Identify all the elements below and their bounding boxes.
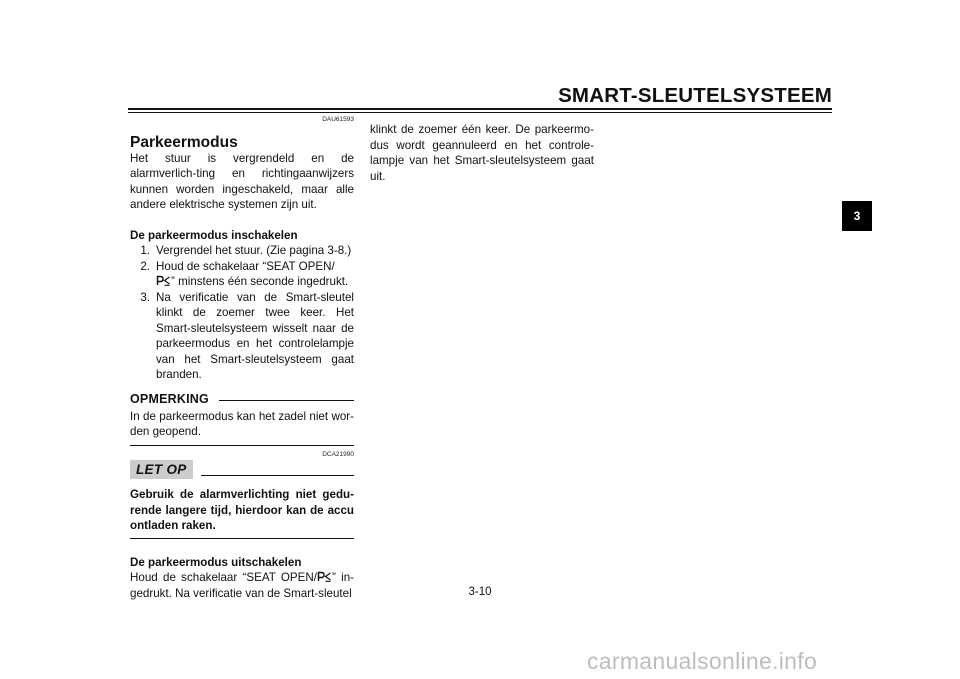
disable-text-part: Houd de schakelaar “SEAT OPEN/ bbox=[130, 571, 317, 584]
enable-steps bbox=[130, 243, 354, 383]
step-text-part: ” minstens één seconde ingedrukt. bbox=[171, 275, 349, 288]
step-item bbox=[130, 290, 354, 383]
header-rule-thick bbox=[128, 108, 832, 110]
page-number: 3-10 bbox=[468, 586, 492, 598]
step-text-part: Houd de schakelaar “SEAT OPEN/ bbox=[156, 259, 335, 273]
chapter-tab[interactable] bbox=[842, 201, 872, 231]
caution-code: DCA21990 bbox=[322, 450, 354, 458]
note-heading bbox=[130, 392, 354, 406]
caution-badge: LET OP bbox=[130, 460, 193, 479]
seat-parking-icon bbox=[317, 571, 332, 582]
step-number: 1. bbox=[140, 244, 150, 257]
header-rule-thin bbox=[128, 112, 832, 113]
note-label: OPMERKING bbox=[130, 391, 209, 406]
note-rule bbox=[219, 400, 354, 401]
step-item bbox=[130, 259, 354, 290]
right-column bbox=[370, 122, 594, 184]
note-text: In de parkeermodus kan het zadel niet wor-den geopend. bbox=[130, 409, 354, 438]
section-title: Parkeermodus bbox=[130, 133, 238, 151]
disable-heading: De parkeermodus uitschakelen bbox=[130, 555, 302, 569]
caution-rule bbox=[201, 475, 354, 476]
caution-heading bbox=[130, 460, 354, 479]
continued-paragraph: klinkt de zoemer één keer. De parkeermo-dus wordt geannuleerd en het controle-lampje van het Smart-sleutelsysteem gaat uit. bbox=[370, 123, 594, 183]
section-code: DAU61593 bbox=[322, 116, 354, 123]
seat-parking-icon bbox=[156, 275, 171, 286]
left-column bbox=[130, 117, 354, 601]
step-text bbox=[156, 259, 354, 290]
caution-text: Gebruik de alarmverlichting niet gedu-rende langere tijd, hierdoor kan de accu ontladen raken. bbox=[130, 488, 354, 532]
step-item bbox=[130, 243, 354, 259]
disable-text-part: ” in-gedrukt. Na verificatie van de Smart-sleutel bbox=[130, 571, 354, 600]
footer-watermark: carmanualsonline.info bbox=[587, 648, 818, 674]
step-number: 2. bbox=[140, 259, 150, 273]
intro-paragraph: Het stuur is vergrendeld en de alarmverlich-ting en richtingaanwijzers kunnen worden ingeschakeld, maar alle andere elektrische systemen zijn uit. bbox=[130, 151, 354, 211]
step-number: 3. bbox=[140, 290, 150, 304]
chapter-tab-label: 3 bbox=[853, 209, 861, 223]
step-text: Vergrendel het stuur. (Zie pagina 3-8.) bbox=[156, 244, 352, 257]
enable-heading: De parkeermodus inschakelen bbox=[130, 228, 298, 242]
page-header-title: SMART-SLEUTELSYSTEEM bbox=[558, 84, 832, 107]
note-end-rule bbox=[130, 445, 354, 446]
disable-paragraph bbox=[130, 570, 354, 601]
step-text: Na verificatie van de Smart-sleutel klinkt de zoemer twee keer. Het Smart-sleutelsysteem wisselt naar de parkeermodus en het controlelampje van het Smart-sleutelsysteem gaat branden. bbox=[156, 290, 354, 381]
